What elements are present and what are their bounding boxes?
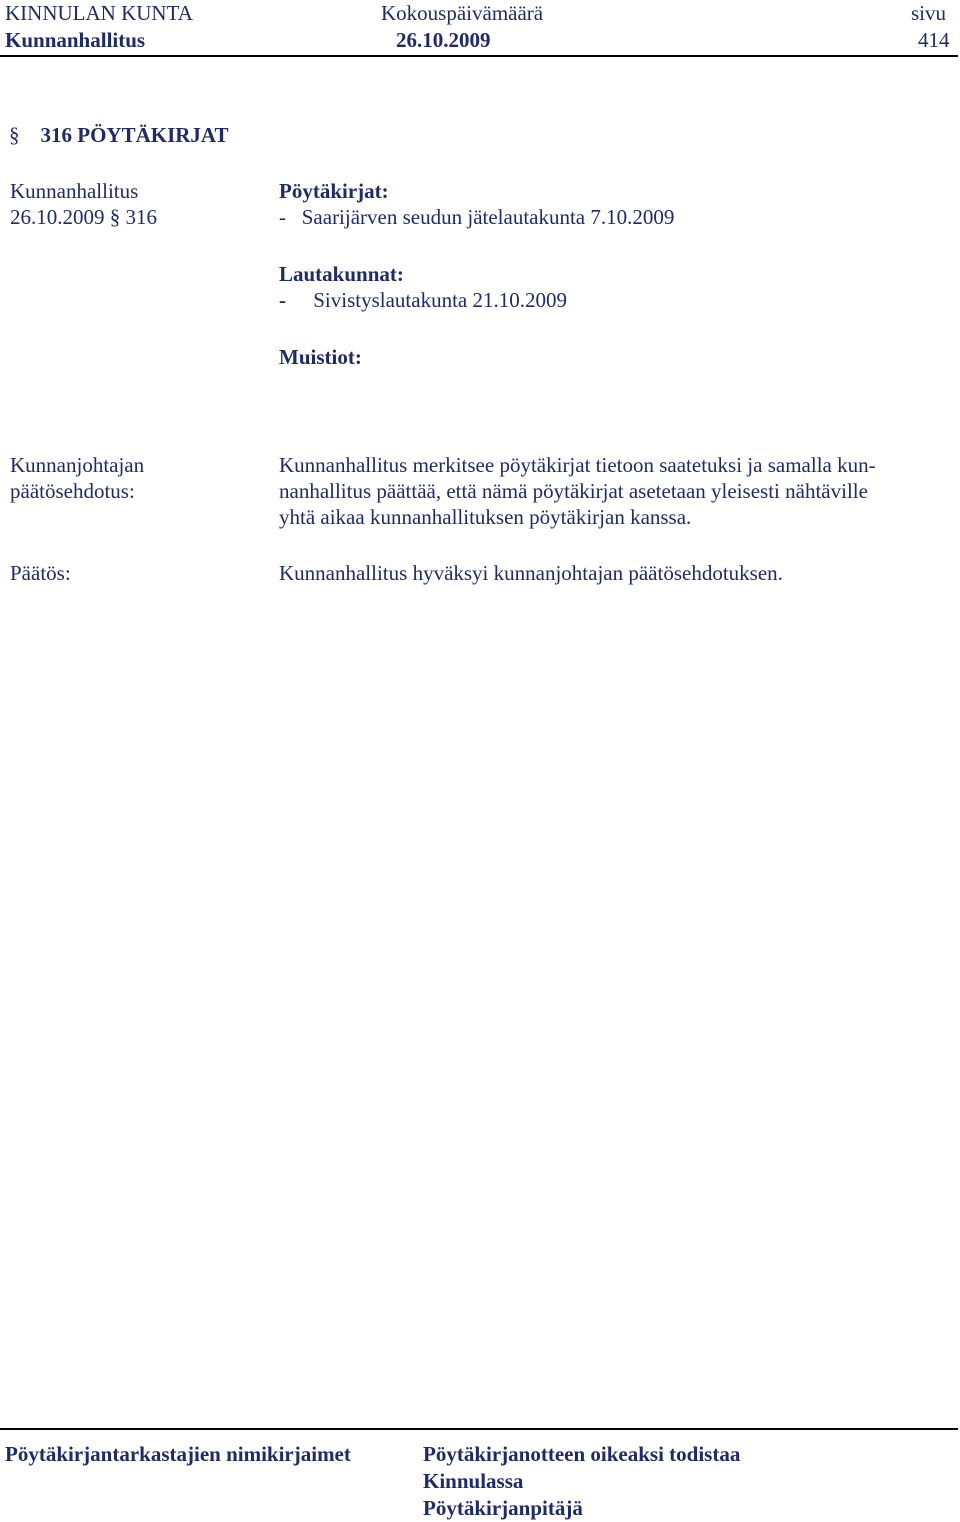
section-title-text: 316 PÖYTÄKIRJAT [40, 123, 229, 147]
org-name: KINNULAN KUNTA [5, 1, 193, 25]
proposal-line2: nanhallitus päättää, että nämä pöytäkirjat asetetaan yleisesti nähtäville [279, 479, 868, 503]
proposal-label-line2: päätösehdotus: [10, 479, 135, 503]
poytakirjat-heading: Pöytäkirjat: [279, 179, 389, 203]
header-rule [0, 55, 958, 57]
ref-date: 26.10.2009 [10, 205, 105, 229]
decision-label: Päätös: [10, 561, 71, 585]
muistiot-heading: Muistiot: [279, 345, 362, 369]
footer-place: Kinnulassa [423, 1469, 524, 1493]
proposal-line3: yhtä aikaa kunnanhallituksen pöytäkirjan kanssa. [279, 505, 692, 529]
org-body: Kunnanhallitus [5, 28, 146, 52]
section-title [9, 122, 229, 148]
lautakunnat-item: Sivistyslautakunta 21.10.2009 [313, 288, 567, 312]
decision-text: Kunnanhallitus hyväksyi kunnanjohtajan päätösehdotuksen. [279, 561, 783, 585]
ref-body: Kunnanhallitus [10, 179, 139, 203]
ref-date-line [10, 204, 157, 230]
lautakunnat-dash: - [279, 288, 286, 312]
lautakunnat-item-row [279, 287, 567, 313]
meeting-date-label: Kokouspäivämäärä [381, 1, 544, 25]
footer-rule [0, 1428, 958, 1430]
footer-certification-label: Pöytäkirjanotteen oikeaksi todistaa [423, 1442, 741, 1466]
proposal-label-line1: Kunnanjohtajan [10, 453, 145, 477]
meeting-date: 26.10.2009 [396, 28, 491, 52]
page-label: sivu [911, 1, 947, 25]
lautakunnat-heading: Lautakunnat: [279, 262, 404, 286]
ref-number: 316 [125, 205, 157, 229]
proposal-line1: Kunnanhallitus merkitsee pöytäkirjat tietoon saatetuksi ja samalla kun- [279, 453, 876, 477]
footer-initials-label: Pöytäkirjantarkastajien nimikirjaimet [5, 1442, 351, 1466]
footer-secretary-label: Pöytäkirjanpitäjä [423, 1496, 583, 1520]
ref-sign: § [109, 205, 121, 229]
poytakirjat-item: - Saarijärven seudun jätelautakunta 7.10.2009 [279, 205, 675, 229]
page-number: 414 [918, 28, 950, 52]
section-sign: § [9, 123, 20, 147]
